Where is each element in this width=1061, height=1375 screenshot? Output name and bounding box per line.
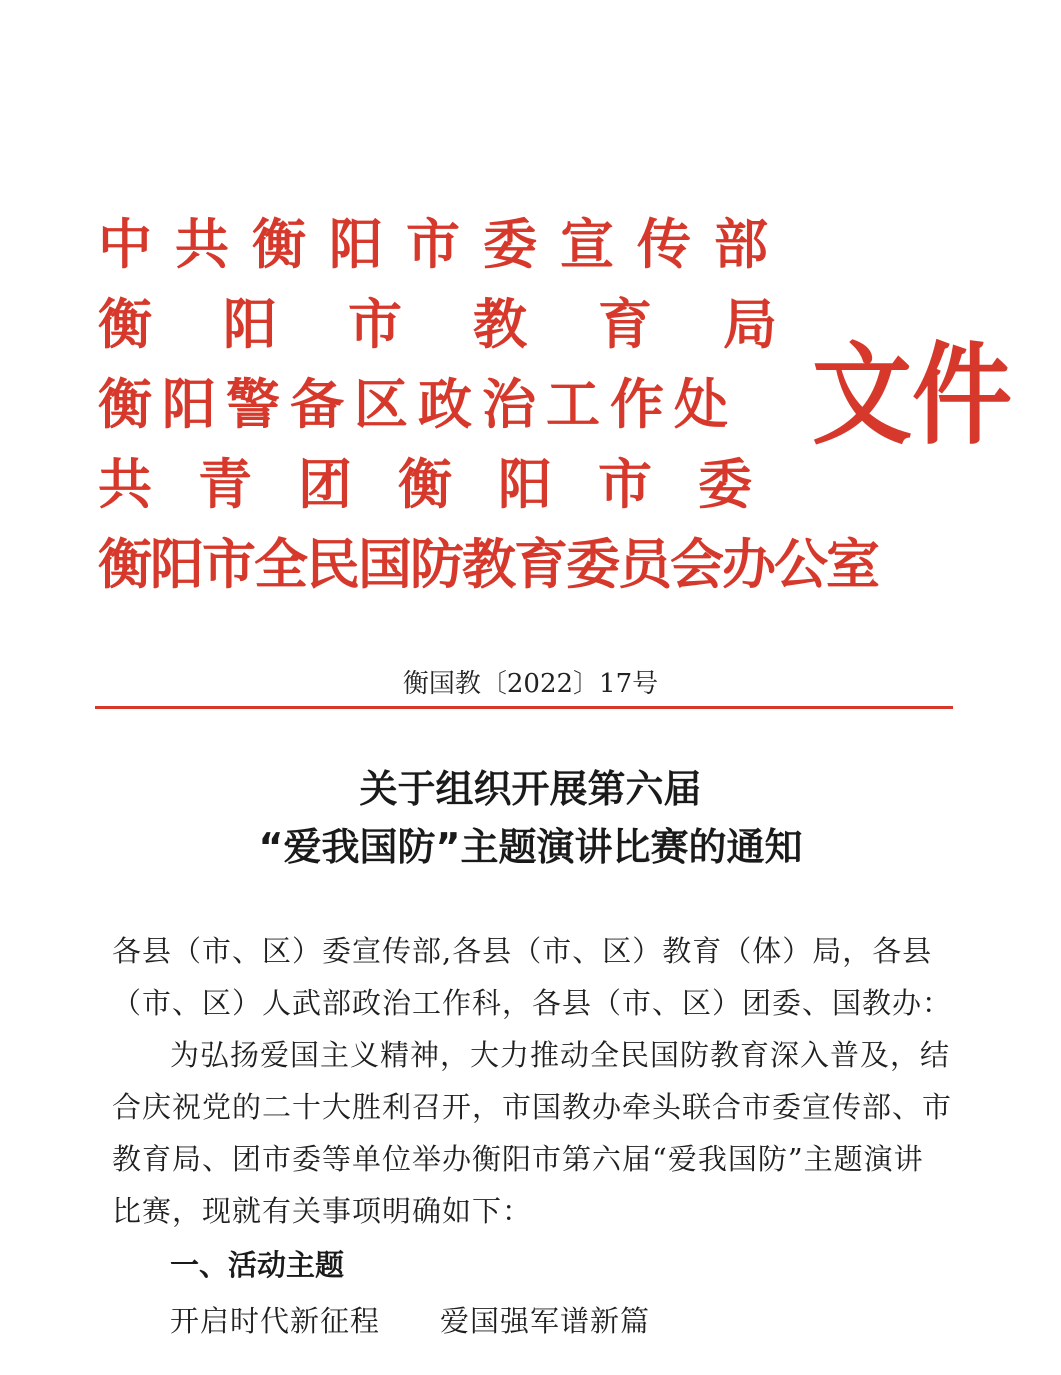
recipients-line: （市、区）人武部政治工作科，各县（市、区）团委、国教办： [112, 986, 953, 1020]
document-type-label: 文件 [812, 331, 1012, 460]
issuer-line: 中共衡阳市委宣传部 [98, 213, 791, 276]
document-number: 衡国教〔2022〕17号 [402, 669, 659, 699]
title-line: 关于组织开展第六届 [359, 767, 702, 811]
issuer-line: 衡阳市全民国防教育委员会办公室 [98, 533, 878, 596]
paragraph-line: 为弘扬爱国主义精神，大力推动全民国防教育深入普及，结 [170, 1038, 951, 1072]
issuer-line: 衡阳警备区政治工作处 [98, 373, 738, 436]
recipients-line: 各县（市、区）委宣传部,各县（市、区）教育（体）局，各县 [112, 934, 933, 968]
document-title [0, 760, 1061, 876]
issuer-line: 共青团衡阳市委 [98, 453, 798, 516]
document-body [112, 925, 953, 1349]
red-divider [95, 706, 953, 709]
section-heading: 一、活动主题 [170, 1248, 345, 1282]
paragraph-line: 教育局、团市委等单位举办衡阳市第六届“爱我国防”主题演讲 [112, 1142, 924, 1176]
title-line: “爱我国防”主题演讲比赛的通知 [258, 825, 803, 869]
section-theme: 开启时代新征程 爱国强军谱新篇 [170, 1304, 651, 1338]
issuer-line: 衡阳市教育局 [98, 293, 848, 356]
paragraph-line: 合庆祝党的二十大胜利召开，市国教办牵头联合市委宣传部、市 [112, 1090, 953, 1124]
issuer-block [98, 205, 878, 605]
paragraph-line: 比赛，现就有关事项明确如下： [112, 1194, 533, 1228]
